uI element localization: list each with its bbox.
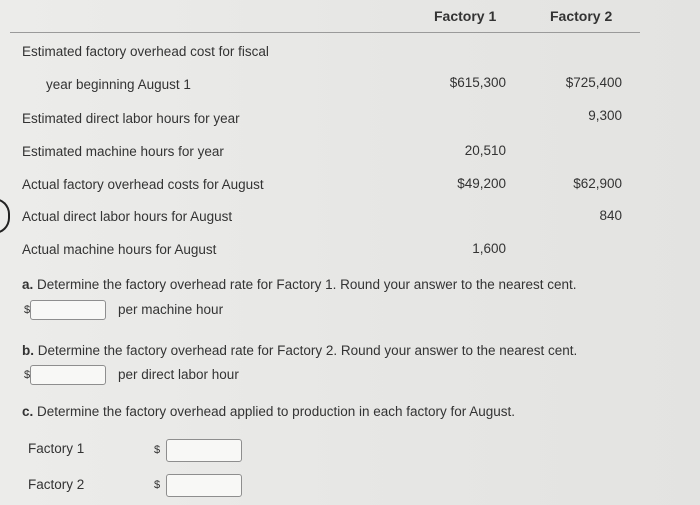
question-c-text: Determine the factory overhead applied to production in each factory for August. — [37, 404, 516, 419]
factory2-column-header: Factory 2 — [550, 8, 613, 24]
question-c-factory2-label: Factory 2 — [28, 477, 85, 492]
question-b-letter: b. — [22, 343, 34, 358]
row-label-est-labor-hours: Estimated direct labor hours for year — [22, 111, 240, 126]
factory1-est-overhead-value: $615,300 — [449, 75, 506, 90]
question-b-text: Determine the factory overhead rate for Factory 2. Round your answer to the nearest cent. — [37, 343, 578, 358]
row-label-year-beginning: year beginning August 1 — [46, 77, 191, 92]
factory1-actual-machine-hours-value: 1,600 — [472, 241, 506, 256]
row-label-actual-machine-hours: Actual machine hours for August — [22, 242, 217, 257]
factory2-est-labor-hours-value: 9,300 — [588, 108, 622, 123]
factory1-actual-overhead-value: $49,200 — [457, 176, 506, 191]
factory1-est-machine-hours-value: 20,510 — [464, 143, 506, 158]
factory1-rate-input[interactable] — [30, 300, 106, 320]
question-b — [22, 343, 577, 358]
factory2-actual-overhead-value: $62,900 — [573, 176, 622, 191]
factory2-est-overhead-value: $725,400 — [565, 75, 622, 90]
question-c-factory2-currency: $ — [154, 479, 161, 491]
factory1-column-header: Factory 1 — [434, 8, 497, 24]
question-b-currency: $ — [24, 369, 31, 381]
question-a-unit: per machine hour — [118, 302, 224, 317]
row-label-actual-overhead: Actual factory overhead costs for August — [22, 177, 264, 192]
row-label-est-machine-hours: Estimated machine hours for year — [22, 144, 224, 159]
question-c-factory1-label: Factory 1 — [28, 441, 85, 456]
header-divider — [10, 32, 640, 33]
question-a-text: Determine the factory overhead rate for Factory 1. Round your answer to the nearest cent. — [37, 277, 577, 292]
question-c-letter: c. — [22, 404, 34, 419]
row-label-actual-labor-hours: Actual direct labor hours for August — [22, 209, 233, 224]
factory2-actual-labor-hours-value: 840 — [599, 208, 622, 223]
side-nav-tab[interactable] — [0, 198, 10, 234]
question-c — [22, 404, 515, 419]
factory1-applied-input[interactable] — [166, 439, 242, 462]
question-a-currency: $ — [24, 304, 31, 316]
question-c-factory1-currency: $ — [154, 444, 161, 456]
row-label-est-overhead: Estimated factory overhead cost for fiscal — [22, 44, 269, 59]
question-a-letter: a. — [22, 277, 34, 292]
question-a — [22, 277, 577, 292]
factory2-rate-input[interactable] — [30, 365, 106, 385]
question-b-unit: per direct labor hour — [118, 367, 239, 382]
factory2-applied-input[interactable] — [166, 474, 242, 497]
